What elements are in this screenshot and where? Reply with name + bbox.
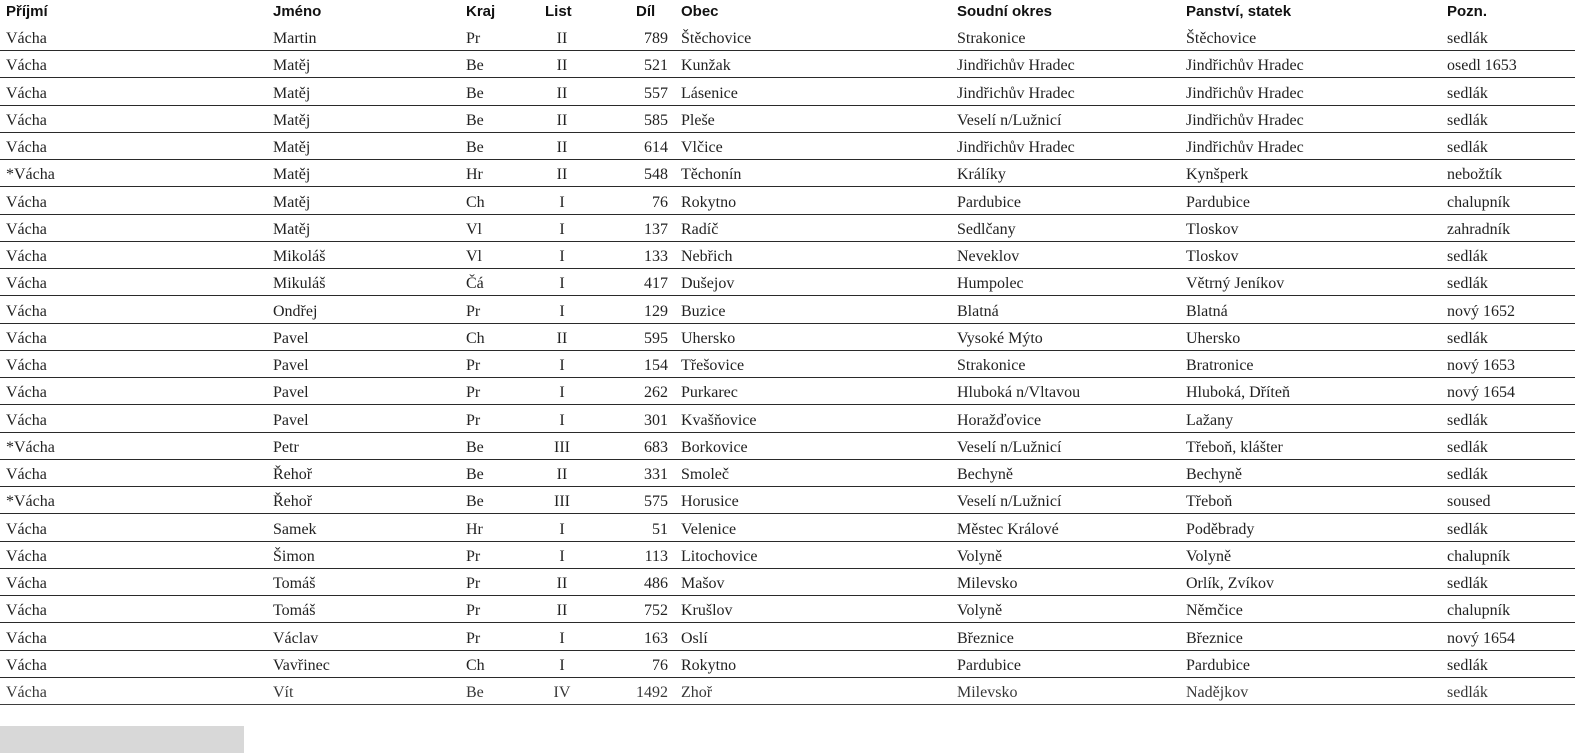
cell-panstvi: Poděbrady xyxy=(1186,520,1255,538)
cell-list: III xyxy=(554,493,570,511)
cell-okres: Městec Králové xyxy=(957,520,1059,538)
cell-kraj: Hr xyxy=(466,520,483,538)
cell-dil: 137 xyxy=(644,220,668,238)
cell-list: I xyxy=(559,220,565,238)
cell-pozn: sedlák xyxy=(1447,575,1488,592)
cell-surname: Vácha xyxy=(6,656,47,674)
cell-pozn: sedlák xyxy=(1447,84,1488,102)
cell-okres: Veselí n/Lužnicí xyxy=(957,111,1062,129)
cell-list: II xyxy=(556,329,568,347)
cell-first-name: Řehoř xyxy=(273,466,313,483)
cell-dil: 129 xyxy=(644,302,668,320)
cell-okres: Sedlčany xyxy=(957,220,1016,238)
cell-surname: *Vácha xyxy=(6,166,55,184)
cell-kraj: Be xyxy=(466,684,484,701)
cell-dil: 417 xyxy=(644,275,668,293)
cell-kraj: Be xyxy=(466,57,484,75)
table-row xyxy=(0,406,1575,433)
cell-list: I xyxy=(559,384,565,402)
cell-list: I xyxy=(559,193,565,211)
cell-pozn: nový 1653 xyxy=(1447,357,1515,374)
cell-pozn: sedlák xyxy=(1447,248,1488,265)
cell-surname: Vácha xyxy=(6,411,47,429)
cell-obec: Rokytno xyxy=(681,656,737,674)
scan-shadow xyxy=(0,726,244,753)
cell-panstvi: Štěchovice xyxy=(1186,30,1257,47)
cell-surname: Vácha xyxy=(6,329,47,347)
cell-obec: Pleše xyxy=(681,111,715,129)
cell-panstvi: Jindřichův Hradec xyxy=(1186,57,1304,75)
cell-obec: Třešovice xyxy=(681,357,745,374)
cell-kraj: Ch xyxy=(466,656,485,674)
cell-pozn: sedlák xyxy=(1447,30,1488,47)
cell-okres: Volyně xyxy=(957,602,1003,620)
cell-dil: 262 xyxy=(644,384,668,402)
cell-dil: 113 xyxy=(644,547,668,565)
cell-kraj: Pr xyxy=(466,384,481,402)
cell-kraj: Vl xyxy=(466,220,482,238)
table-row xyxy=(0,569,1575,596)
cell-list: I xyxy=(559,411,565,429)
table-row xyxy=(0,487,1575,514)
table-row xyxy=(0,79,1575,106)
cell-panstvi: Kynšperk xyxy=(1186,166,1249,184)
cell-first-name: Vavřinec xyxy=(273,656,330,674)
cell-kraj: Pr xyxy=(466,30,481,47)
cell-obec: Rokytno xyxy=(681,193,737,211)
cell-kraj: Pr xyxy=(466,302,481,320)
cell-surname: Vácha xyxy=(6,302,47,320)
cell-kraj: Be xyxy=(466,84,484,102)
cell-panstvi: Bratronice xyxy=(1186,357,1254,374)
header-panstvi: Panství, statek xyxy=(1186,3,1292,20)
cell-obec: Krušlov xyxy=(681,602,733,620)
table-row xyxy=(0,133,1575,160)
table-row xyxy=(0,678,1575,705)
cell-obec: Horusice xyxy=(681,493,739,511)
cell-dil: 133 xyxy=(644,248,668,265)
cell-kraj: Pr xyxy=(466,629,481,647)
cell-surname: *Vácha xyxy=(6,493,55,511)
cell-okres: Pardubice xyxy=(957,193,1021,211)
cell-list: I xyxy=(559,357,565,374)
cell-kraj: Be xyxy=(466,438,484,456)
cell-first-name: Matěj xyxy=(273,111,311,129)
cell-list: II xyxy=(556,575,568,592)
cell-dil: 585 xyxy=(644,111,668,129)
cell-obec: Mašov xyxy=(681,575,725,592)
cell-okres: Jindřichův Hradec xyxy=(957,57,1075,75)
cell-dil: 51 xyxy=(652,520,668,538)
cell-list: II xyxy=(556,57,568,75)
cell-pozn: sedlák xyxy=(1447,411,1488,429)
cell-kraj: Čá xyxy=(466,275,484,293)
cell-surname: Vácha xyxy=(6,384,47,402)
cell-panstvi: Němčice xyxy=(1186,602,1243,620)
cell-surname: Vácha xyxy=(6,357,47,374)
table-row xyxy=(0,188,1575,215)
cell-dil: 789 xyxy=(644,30,668,47)
cell-kraj: Be xyxy=(466,493,484,511)
table-header xyxy=(0,0,1575,22)
cell-okres: Milevsko xyxy=(957,575,1018,592)
cell-kraj: Pr xyxy=(466,357,481,374)
header-list: List xyxy=(545,3,572,20)
cell-obec: Nebřich xyxy=(681,248,733,265)
cell-pozn: sedlák xyxy=(1447,656,1488,674)
cell-first-name: Pavel xyxy=(273,357,309,374)
cell-kraj: Be xyxy=(466,139,484,156)
cell-okres: Strakonice xyxy=(957,30,1026,47)
table-row xyxy=(0,351,1575,378)
cell-first-name: Pavel xyxy=(273,384,309,402)
cell-okres: Králíky xyxy=(957,166,1006,184)
header-first-name: Jméno xyxy=(273,3,322,20)
table-row xyxy=(0,324,1575,351)
cell-okres: Veselí n/Lužnicí xyxy=(957,438,1062,456)
cell-pozn: sedlák xyxy=(1447,275,1488,293)
cell-pozn: sedlák xyxy=(1447,466,1488,483)
cell-dil: 163 xyxy=(644,629,668,647)
cell-list: II xyxy=(556,602,568,620)
cell-kraj: Hr xyxy=(466,166,483,184)
table-row xyxy=(0,106,1575,133)
cell-first-name: Václav xyxy=(273,629,319,647)
cell-list: I xyxy=(559,275,565,293)
cell-panstvi: Pardubice xyxy=(1186,656,1250,674)
cell-panstvi: Volyně xyxy=(1186,547,1232,565)
cell-okres: Humpolec xyxy=(957,275,1024,293)
cell-first-name: Pavel xyxy=(273,329,309,347)
table-row xyxy=(0,596,1575,623)
cell-dil: 76 xyxy=(652,656,668,674)
cell-kraj: Ch xyxy=(466,193,485,211)
cell-dil: 486 xyxy=(644,575,668,592)
table-row xyxy=(0,24,1575,51)
cell-first-name: Matěj xyxy=(273,166,311,184)
cell-panstvi: Uhersko xyxy=(1186,329,1241,347)
table-row xyxy=(0,542,1575,569)
cell-obec: Lásenice xyxy=(681,84,738,102)
cell-kraj: Be xyxy=(466,111,484,129)
cell-okres: Blatná xyxy=(957,302,999,320)
cell-surname: Vácha xyxy=(6,139,47,156)
cell-obec: Kunžak xyxy=(681,57,731,75)
cell-okres: Milevsko xyxy=(957,684,1018,701)
table-row xyxy=(0,215,1575,242)
cell-obec: Smoleč xyxy=(681,466,729,483)
cell-pozn: soused xyxy=(1447,493,1491,511)
cell-list: I xyxy=(559,656,565,674)
cell-panstvi: Lažany xyxy=(1186,411,1234,429)
cell-panstvi: Třeboň xyxy=(1186,493,1233,511)
cell-surname: Vácha xyxy=(6,629,47,647)
cell-first-name: Šimon xyxy=(273,547,315,565)
table-row xyxy=(0,460,1575,487)
table-row xyxy=(0,160,1575,187)
cell-pozn: nový 1654 xyxy=(1447,384,1515,402)
cell-dil: 614 xyxy=(644,139,668,156)
cell-dil: 521 xyxy=(644,57,668,75)
cell-panstvi: Třeboň, klášter xyxy=(1186,438,1283,456)
cell-surname: Vácha xyxy=(6,520,47,538)
cell-panstvi: Nadějkov xyxy=(1186,684,1249,701)
header-dil: Díl xyxy=(636,3,656,20)
cell-pozn: zahradník xyxy=(1447,220,1511,238)
cell-pozn: sedlák xyxy=(1447,329,1488,347)
cell-pozn: sedlák xyxy=(1447,139,1488,156)
cell-kraj: Pr xyxy=(466,602,481,620)
cell-okres: Březnice xyxy=(957,629,1014,647)
cell-okres: Jindřichův Hradec xyxy=(957,139,1075,156)
cell-list: II xyxy=(556,84,568,102)
table-row xyxy=(0,651,1575,678)
table-row xyxy=(0,624,1575,651)
cell-list: IV xyxy=(553,684,571,701)
cell-obec: Vlčice xyxy=(681,139,723,156)
cell-obec: Těchonín xyxy=(681,166,742,184)
cell-obec: Purkarec xyxy=(681,384,738,402)
cell-first-name: Mikuláš xyxy=(273,275,326,293)
cell-dil: 575 xyxy=(644,493,668,511)
cell-first-name: Samek xyxy=(273,520,317,538)
cell-obec: Buzice xyxy=(681,302,726,320)
cell-kraj: Pr xyxy=(466,575,481,592)
cell-first-name: Pavel xyxy=(273,411,309,429)
table-row xyxy=(0,297,1575,324)
cell-kraj: Vl xyxy=(466,248,482,265)
cell-list: I xyxy=(559,302,565,320)
cell-panstvi: Větrný Jeníkov xyxy=(1186,275,1285,293)
table-row xyxy=(0,269,1575,296)
table-row xyxy=(0,378,1575,405)
cell-surname: Vácha xyxy=(6,111,47,129)
cell-panstvi: Hluboká, Dříteň xyxy=(1186,384,1290,402)
cell-dil: 154 xyxy=(644,357,668,374)
cell-pozn: chalupník xyxy=(1447,193,1511,211)
cell-dil: 301 xyxy=(644,411,668,429)
cell-obec: Kvašňovice xyxy=(681,411,757,429)
cell-first-name: Matěj xyxy=(273,193,311,211)
cell-surname: Vácha xyxy=(6,684,47,701)
cell-list: I xyxy=(559,629,565,647)
cell-obec: Zhoř xyxy=(681,684,713,701)
cell-dil: 1492 xyxy=(636,684,668,701)
cell-dil: 76 xyxy=(652,193,668,211)
cell-panstvi: Jindřichův Hradec xyxy=(1186,84,1304,102)
cell-first-name: Tomáš xyxy=(273,575,316,592)
cell-kraj: Ch xyxy=(466,329,485,347)
cell-panstvi: Tloskov xyxy=(1186,248,1239,265)
cell-list: I xyxy=(559,520,565,538)
table-row xyxy=(0,515,1575,542)
cell-obec: Litochovice xyxy=(681,547,758,565)
cell-first-name: Tomáš xyxy=(273,602,316,620)
table-row xyxy=(0,242,1575,269)
header-surname: Příjmí xyxy=(6,3,48,20)
cell-surname: Vácha xyxy=(6,575,47,592)
cell-surname: *Vácha xyxy=(6,438,55,456)
cell-first-name: Řehoř xyxy=(273,493,313,511)
cell-surname: Vácha xyxy=(6,57,47,75)
cell-list: I xyxy=(559,547,565,565)
cell-surname: Vácha xyxy=(6,220,47,238)
cell-panstvi: Bechyně xyxy=(1186,466,1242,483)
cell-list: II xyxy=(556,466,568,483)
cell-list: I xyxy=(559,248,565,265)
cell-kraj: Be xyxy=(466,466,484,483)
cell-okres: Strakonice xyxy=(957,357,1026,374)
cell-dil: 595 xyxy=(644,329,668,347)
cell-dil: 548 xyxy=(644,166,668,184)
cell-panstvi: Jindřichův Hradec xyxy=(1186,139,1304,156)
cell-okres: Hluboká n/Vltavou xyxy=(957,384,1081,402)
cell-surname: Vácha xyxy=(6,30,47,47)
cell-pozn: chalupník xyxy=(1447,547,1511,565)
cell-okres: Volyně xyxy=(957,547,1003,565)
cell-first-name: Matěj xyxy=(273,139,311,156)
cell-surname: Vácha xyxy=(6,84,47,102)
cell-panstvi: Tloskov xyxy=(1186,220,1239,238)
cell-okres: Pardubice xyxy=(957,656,1021,674)
cell-first-name: Vít xyxy=(273,684,294,701)
cell-obec: Uhersko xyxy=(681,329,736,347)
cell-pozn: nový 1654 xyxy=(1447,629,1515,647)
cell-obec: Radíč xyxy=(681,220,719,238)
header-pozn: Pozn. xyxy=(1447,3,1487,20)
cell-list: II xyxy=(556,111,568,129)
cell-obec: Velenice xyxy=(681,520,737,538)
cell-first-name: Matěj xyxy=(273,84,311,102)
cell-obec: Oslí xyxy=(681,629,708,647)
table-row xyxy=(0,433,1575,460)
cell-panstvi: Pardubice xyxy=(1186,193,1250,211)
cell-panstvi: Březnice xyxy=(1186,629,1243,647)
cell-surname: Vácha xyxy=(6,275,47,293)
cell-obec: Borkovice xyxy=(681,438,748,456)
cell-list: III xyxy=(554,438,570,456)
cell-pozn: nový 1652 xyxy=(1447,302,1515,320)
cell-dil: 683 xyxy=(644,438,668,456)
cell-okres: Veselí n/Lužnicí xyxy=(957,493,1062,511)
cell-pozn: sedlák xyxy=(1447,111,1488,129)
cell-pozn: sedlák xyxy=(1447,684,1488,701)
cell-dil: 331 xyxy=(644,466,668,483)
table-row xyxy=(0,51,1575,78)
header-okres: Soudní okres xyxy=(957,3,1053,20)
cell-list: II xyxy=(556,166,568,184)
cell-kraj: Pr xyxy=(466,547,481,565)
cell-surname: Vácha xyxy=(6,193,47,211)
cell-dil: 752 xyxy=(644,602,668,620)
cell-okres: Jindřichův Hradec xyxy=(957,84,1075,102)
cell-obec: Dušejov xyxy=(681,275,735,293)
cell-dil: 557 xyxy=(644,84,668,102)
cell-obec: Štěchovice xyxy=(681,30,752,47)
cell-surname: Vácha xyxy=(6,602,47,620)
cell-pozn: sedlák xyxy=(1447,438,1488,456)
header-obec: Obec xyxy=(681,3,719,20)
cell-list: II xyxy=(556,30,568,47)
cell-panstvi: Blatná xyxy=(1186,302,1228,320)
cell-list: II xyxy=(556,139,568,156)
cell-okres: Bechyně xyxy=(957,466,1013,483)
cell-pozn: chalupník xyxy=(1447,602,1511,620)
cell-okres: Horažďovice xyxy=(957,411,1042,429)
cell-first-name: Mikoláš xyxy=(273,248,326,265)
cell-first-name: Ondřej xyxy=(273,302,318,320)
cell-panstvi: Jindřichův Hradec xyxy=(1186,111,1304,129)
cell-first-name: Petr xyxy=(273,438,299,456)
cell-pozn: nebožtík xyxy=(1447,166,1503,184)
header-kraj: Kraj xyxy=(466,3,496,20)
cell-surname: Vácha xyxy=(6,547,47,565)
cell-first-name: Matěj xyxy=(273,57,311,75)
cell-okres: Neveklov xyxy=(957,248,1020,265)
cell-kraj: Pr xyxy=(466,411,481,429)
cell-okres: Vysoké Mýto xyxy=(957,329,1043,347)
cell-surname: Vácha xyxy=(6,466,47,483)
cell-first-name: Martin xyxy=(273,30,317,47)
cell-pozn: sedlák xyxy=(1447,520,1488,538)
cell-surname: Vácha xyxy=(6,248,47,265)
cell-panstvi: Orlík, Zvíkov xyxy=(1186,575,1274,592)
cell-first-name: Matěj xyxy=(273,220,311,238)
cell-pozn: osedl 1653 xyxy=(1447,57,1517,75)
